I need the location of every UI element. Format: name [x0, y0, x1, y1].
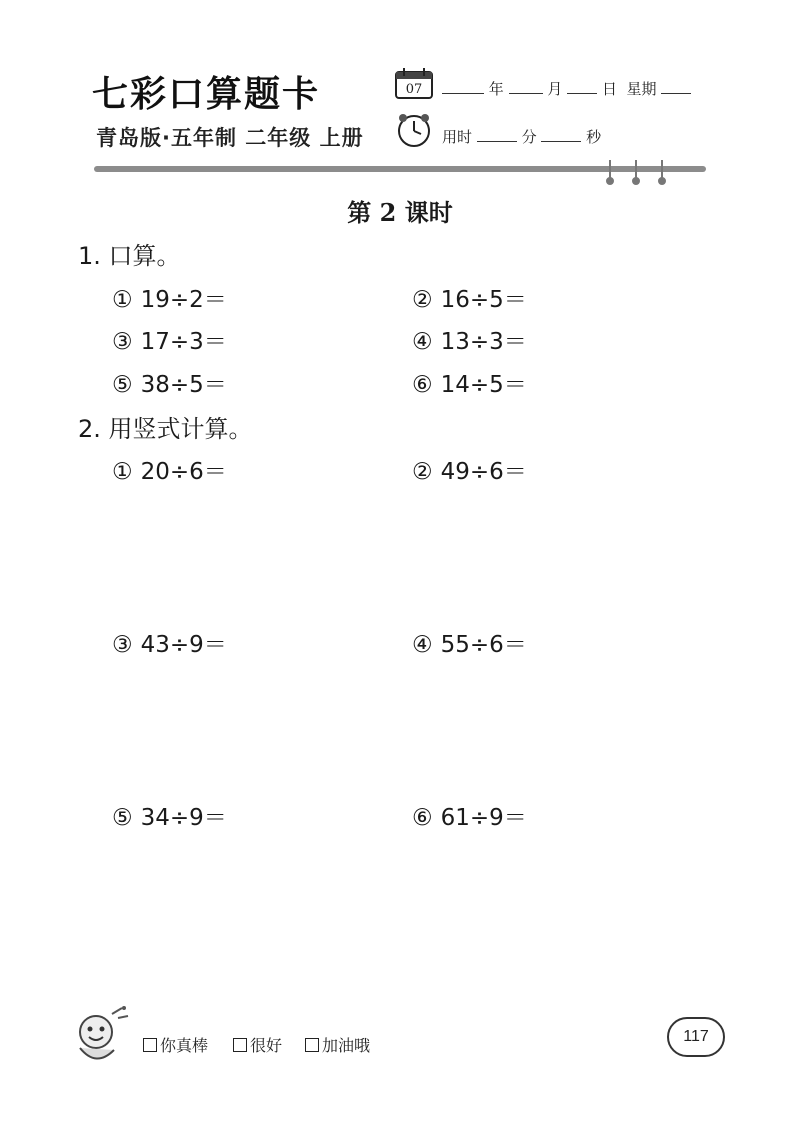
minutes-label: 分 [521, 128, 537, 146]
rating-option-great[interactable]: 你真棒 [143, 1033, 208, 1056]
day-label: 日 [601, 80, 617, 98]
problem-2-1: ① 20÷6＝ [112, 459, 227, 485]
month-blank[interactable] [509, 79, 543, 94]
problem-1-1: ① 19÷2＝ [112, 287, 227, 313]
page-number: 117 [667, 1017, 725, 1057]
weekday-label: 星期 [626, 80, 657, 98]
seconds-label: 秒 [586, 128, 602, 146]
problem-2-6: ⑥ 61÷9＝ [412, 805, 527, 831]
weekday-blank[interactable] [661, 79, 691, 94]
binder-rings-icon [598, 156, 678, 186]
section1-heading: 1. 口算。 [78, 242, 181, 270]
year-blank[interactable] [442, 79, 484, 94]
problem-1-3: ③ 17÷3＝ [112, 329, 227, 355]
checkbox[interactable] [305, 1038, 319, 1052]
lesson-title: 第 2 课时 [347, 198, 453, 227]
rating-option-good[interactable]: 很好 [233, 1033, 282, 1056]
problem-2-2: ② 49÷6＝ [412, 459, 527, 485]
section2-heading: 2. 用竖式计算。 [78, 415, 253, 443]
checkbox[interactable] [233, 1038, 247, 1052]
month-label: 月 [547, 80, 563, 98]
problem-1-5: ⑤ 38÷5＝ [112, 372, 227, 398]
minutes-blank[interactable] [477, 127, 517, 142]
problem-1-2: ② 16÷5＝ [412, 287, 527, 313]
seconds-blank[interactable] [541, 127, 581, 142]
checkbox[interactable] [143, 1038, 157, 1052]
problem-1-6: ⑥ 14÷5＝ [412, 372, 527, 398]
calendar-day: 07 [405, 82, 423, 97]
time-fill-line [442, 126, 601, 147]
calendar-icon [394, 66, 434, 100]
rating-option-keep-going[interactable]: 加油哦 [305, 1033, 370, 1056]
mascot-icon [66, 1004, 132, 1070]
clock-icon [396, 112, 432, 148]
date-fill-line [442, 78, 691, 99]
day-blank[interactable] [567, 79, 597, 94]
time-prefix: 用时 [442, 128, 473, 146]
brand-logo: 七彩口算题卡 [92, 74, 321, 115]
edition-label: 青岛版·五年制 二年级 上册 [96, 126, 364, 150]
problem-2-3: ③ 43÷9＝ [112, 632, 227, 658]
year-label: 年 [488, 80, 504, 98]
problem-2-4: ④ 55÷6＝ [412, 632, 527, 658]
problem-1-4: ④ 13÷3＝ [412, 329, 527, 355]
problem-2-5: ⑤ 34÷9＝ [112, 805, 227, 831]
